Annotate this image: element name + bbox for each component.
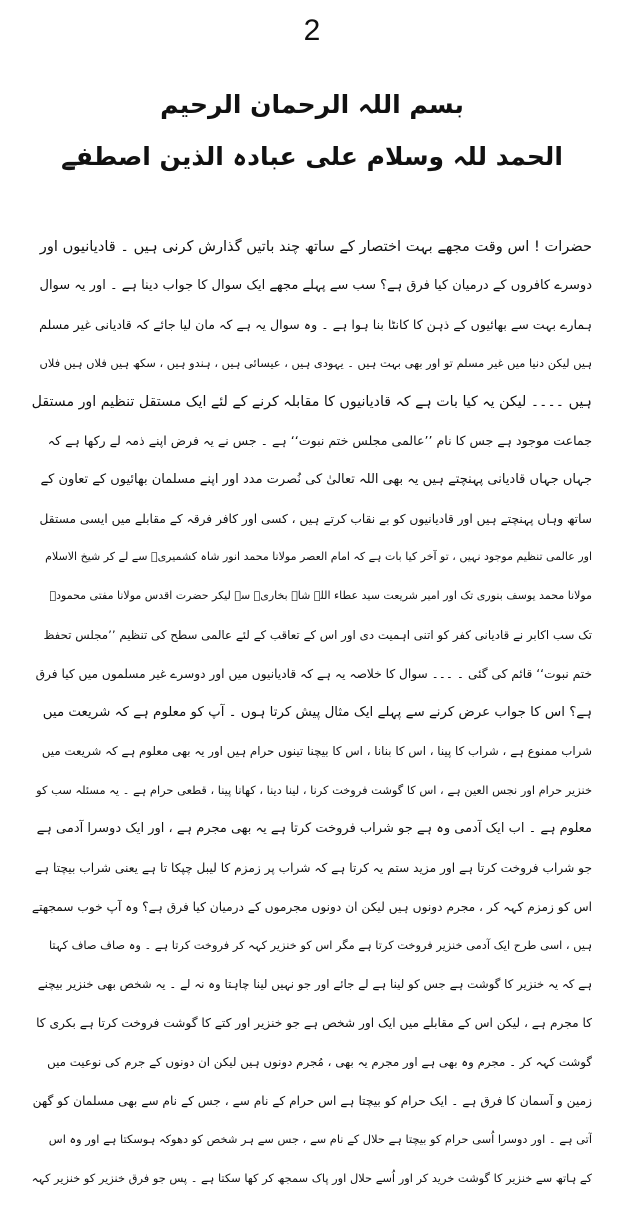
text-line: ہمارے بہت سے بھائیوں کے ذہن کا کانٹا بنا ہوا ہے ۔ وہ سوال یہ ہے کہ مان لیا جائے کہ قادیانی غیر مسلم [39, 316, 592, 332]
text-line: ہیں لیکن دنیا میں غیر مسلم تو اور بھی بہت ہیں ۔ یہودی ہیں ، عیسائی ہیں ، ہندو ہیں ، سکھ ہیں فلاں ہیں فلاں [39, 356, 592, 371]
text-line: ہیں ، اسی طرح ایک آدمی خنزیر فروخت کرتا ہے مگر اس کو خنزیر کہہ کر فروخت کرتا ہے ۔ وہ صاف صاف کہتا [48, 938, 592, 953]
text-line: حضرات ! اس وقت مجھے بہت اختصار کے ساتھ چند باتیں گذارش کرنی ہیں ۔ قادیانیوں اور [39, 238, 592, 255]
text-line: کے ہاتھ سے خنزیر کا گوشت خرید کر اور اُسے حلال اور پاک سمجھ کر کھا سکتا ہے ۔ پس جو فرق خنزیر کو خنزیر کہہ [32, 1171, 592, 1186]
text-line: گوشت کہہ کر ۔ مجرم وہ بھی ہے اور مجرم یہ بھی ، مُجرم دونوں ہیں لیکن ان دونوں کے جرم کی نوعیت میں [47, 1054, 592, 1069]
salutation-heading: الحمد للہ وسلام علی عبادہ الذین اصطفے [61, 142, 563, 171]
text-line: جماعت موجود ہے جس کا نام ’’عالمی مجلس ختم نبوت‘‘ ہے ۔ جس نے یہ فرض اپنے ذمہ لے رکھا ہے کہ [47, 432, 592, 448]
text-line: جو شراب فروخت کرتا ہے اور مزید ستم یہ کرتا ہے کہ شراب پر زمزم کا لیبل چپکا تا ہے یعنی شراب بیچتا ہے [34, 860, 592, 875]
text-line: معلوم ہے ۔ اب ایک آدمی وہ ہے جو شراب فروخت کرتا ہے یہ بھی مجرم ہے ، اور ایک دوسرا آدمی ہے [36, 820, 592, 836]
text-line: آتی ہے ۔ اور دوسرا اُسی حرام کو بیچتا ہے حلال کے نام سے ، جس سے ہر شخص کو دھوکہ ہوسکتا ہے اور وہ اس [48, 1132, 592, 1147]
text-line: ختم نبوت‘‘ قائم کی گئی ۔ ۔۔۔ سوال کا خلاصہ یہ ہے کہ قادیانیوں میں اور دوسرے غیر مسلموں میں کیا فرق [35, 666, 592, 681]
text-line: ہیں ۔۔۔۔ لیکن یہ کیا بات ہے کہ قادیانیوں کا مقابلہ کرنے کے لئے ایک مستقل تنظیم اور مستقل [32, 394, 592, 411]
text-line: ہے؟ اس کا جواب عرض کرنے سے پہلے ایک مثال پیش کرتا ہوں ۔ آپ کو معلوم ہے کہ شریعت میں [42, 704, 592, 720]
text-line: زمین و آسمان کا فرق ہے ۔ ایک حرام کو بیچتا ہے اس حرام کے نام سے ، جس کے نام سے بھی مسلمان کو گھن [32, 1093, 592, 1108]
text-line: اور عالمی تنظیم موجود نہیں ، تو آخر کیا بات ہے کہ امام العصر مولانا محمد انور شاہ کشمیریؒ سے لے کر شیخ الاسلام [45, 550, 592, 564]
text-line: شراب ممنوع ہے ، شراب کا پینا ، اس کا بنانا ، اس کا بیچنا تینوں حرام ہیں اور یہ بھی معلوم ہے کہ شریعت میں [41, 744, 592, 759]
text-line: خنزیر حرام اور نجس العین ہے ، اس کا گوشت فروخت کرنا ، لینا دینا ، کھانا پینا ، قطعی حرام ہے ۔ یہ مسئلہ سب کو [36, 783, 592, 798]
text-line: مولانا محمد یوسف بنوری تک اور امیر شریعت سید عطاء اللہ شاہ بخاریؒ سے لیکر حضرت اقدس مولانا مفتی محمودؒ [49, 589, 592, 603]
text-line: جہاں جہاں قادیانی پہنچتے ہیں یہ بھی اللہ تعالیٰ کی نُصرت مدد اور اپنے مسلمان بھائیوں کے تعاون کے [40, 471, 592, 487]
text-line: اس کو زمزم کہہ کر ، مجرم دونوں ہیں لیکن ان دونوں مجرموں کے درمیان کیا فرق ہے؟ وہ آپ خوب سمجھتے [32, 899, 592, 914]
text-line: کا مجرم ہے ، لیکن اس کے مقابلے میں ایک اور شخص ہے جو خنزیر اور کتے کا گوشت فروخت کرتا ہے بکری کا [36, 1015, 592, 1030]
basmala-heading: بسم اللہ الرحمان الرحیم [160, 90, 464, 119]
page-number: 2 [303, 14, 321, 47]
text-line: ہے کہ یہ خنزیر کا گوشت ہے جس کو لینا ہے لے جائے اور جو نہیں لینا چاہتا وہ نہ لے ۔ یہ شخص بھی خنزیر بیچنے [37, 977, 592, 992]
text-line: ساتھ وہاں پہنچتے ہیں اور قادیانیوں کو بے نقاب کرتے ہیں ، کسی اور کافر فرقہ کے مقابلے میں ایسی مستقل [39, 511, 592, 526]
text-line: تک سب اکابر نے قادیانی کفر کو اتنی اہمیت دی اور اس کے تعاقب کے لئے عالمی سطح کی تنظیم ’’مجلس تحفظ [43, 627, 592, 642]
body-text [32, 228, 592, 1198]
text-line: دوسرے کافروں کے درمیان کیا فرق ہے؟ سب سے پہلے مجھے ایک سوال کا جواب دینا ہے ۔ اور یہ سوال [39, 277, 592, 293]
